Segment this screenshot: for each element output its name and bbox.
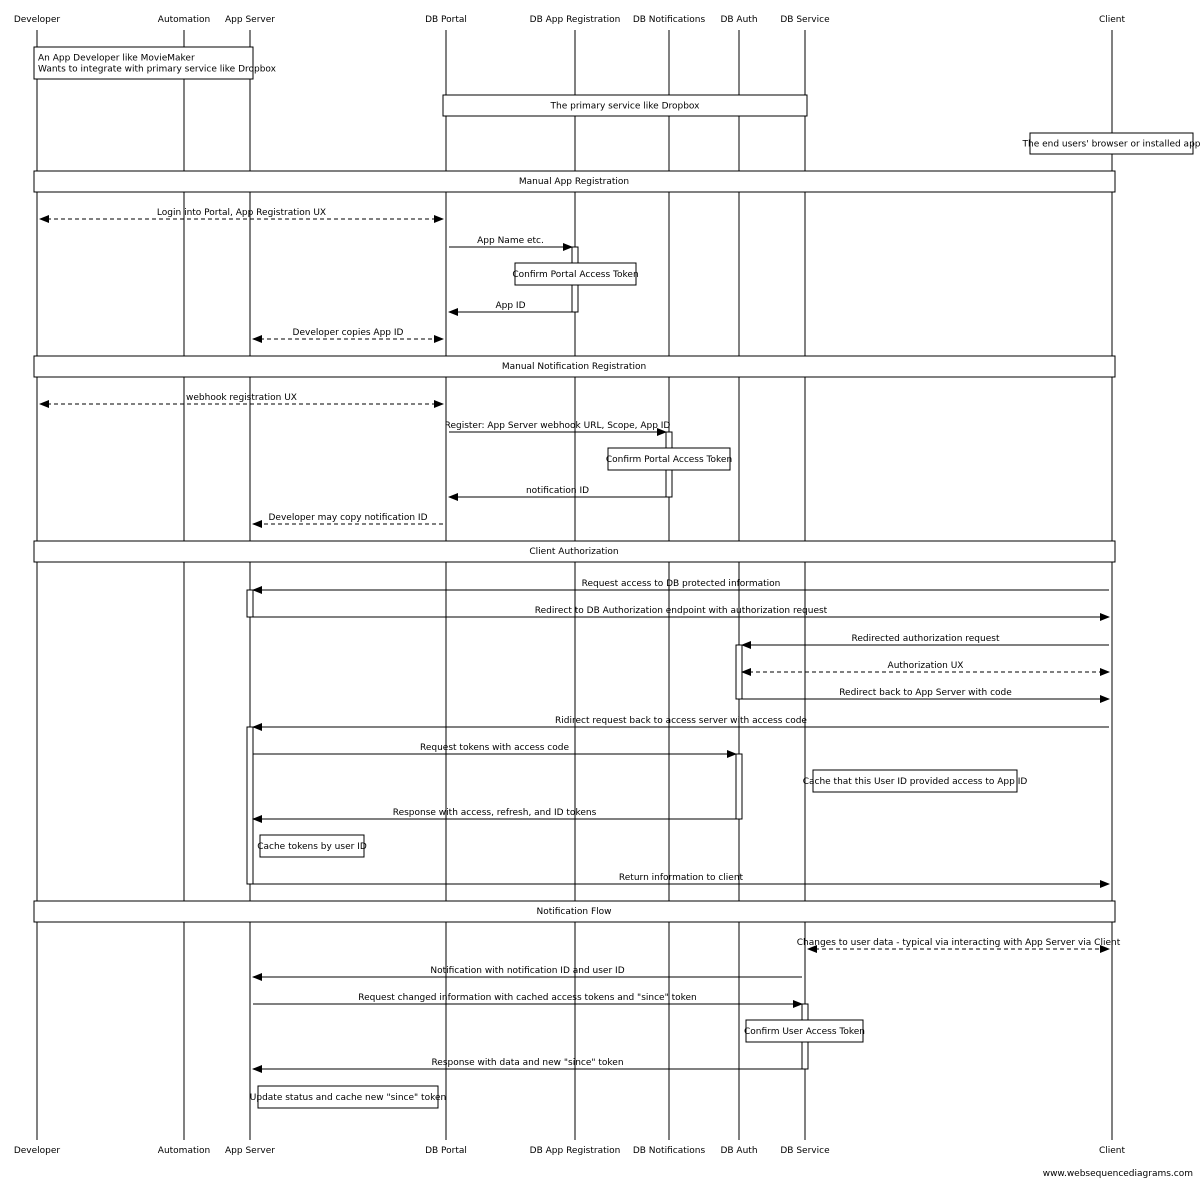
message-label: App Name etc. <box>477 236 544 246</box>
message-label: Request changed information with cached access tokens and "since" token <box>358 993 697 1003</box>
participant-bottom-appserver: App Server <box>225 1146 275 1156</box>
note-text-n-cache-user: Cache that this User ID provided access to App ID <box>802 777 1028 787</box>
participant-top-notif: DB Notifications <box>632 15 706 25</box>
participant-bottom-service: DB Service <box>780 1146 830 1156</box>
message-label: notification ID <box>525 486 590 496</box>
participant-top-appreg: DB App Registration <box>529 15 621 25</box>
section-label-s-manual-notif: Manual Notification Registration <box>501 362 647 372</box>
participant-top-portal: DB Portal <box>425 15 467 25</box>
activation-bar <box>247 727 253 884</box>
message-label: Redirect back to App Server with code <box>839 688 1012 698</box>
participant-bottom-developer: Developer <box>13 1146 61 1156</box>
note-text-n-update-status: Update status and cache new "since" token <box>249 1093 447 1103</box>
participant-bottom-client: Client <box>1098 1146 1126 1156</box>
activation-bar <box>247 590 253 617</box>
section-label-s-client-auth: Client Authorization <box>529 547 619 557</box>
message-label: Notification with notification ID and user ID <box>430 966 625 976</box>
message-label: Redirect to DB Authorization endpoint with authorization request <box>534 606 828 616</box>
participant-bottom-auth: DB Auth <box>720 1146 758 1156</box>
message-label: Developer copies App ID <box>292 328 404 338</box>
note-text-n-cache-tokens: Cache tokens by user ID <box>257 842 367 852</box>
participant-top-auth: DB Auth <box>720 15 758 25</box>
note-text-n-confirm-portal-1: Confirm Portal Access Token <box>512 270 639 280</box>
footer-credit: www.websequencediagrams.com <box>1042 1169 1193 1179</box>
message-label: Register: App Server webhook URL, Scope, App ID <box>444 421 671 431</box>
message-label: Request access to DB protected information <box>581 579 781 589</box>
activation-bar <box>736 645 742 699</box>
note-text-n-developer: Wants to integrate with primary service like Dropbox <box>38 64 276 75</box>
message-label: Redirected authorization request <box>851 634 1000 644</box>
message-label: Changes to user data - typical via interacting with App Server via Client <box>796 938 1121 948</box>
message-label: Response with access, refresh, and ID tokens <box>392 808 597 818</box>
participant-bottom-automation: Automation <box>157 1146 211 1156</box>
participant-bottom-appreg: DB App Registration <box>529 1146 621 1156</box>
message-label: Login into Portal, App Registration UX <box>156 208 327 218</box>
participant-top-client: Client <box>1098 15 1126 25</box>
message-label: Developer may copy notification ID <box>268 513 428 523</box>
message-label: Request tokens with access code <box>420 743 569 753</box>
message-label: Ridirect request back to access server with access code <box>555 716 807 726</box>
message-label: Response with data and new "since" token <box>431 1058 624 1068</box>
message-label: App ID <box>495 301 526 311</box>
participant-top-developer: Developer <box>13 15 61 25</box>
activation-bar <box>736 754 742 819</box>
note-text-n-confirm-portal-2: Confirm Portal Access Token <box>605 455 733 465</box>
note-text-n-developer: An App Developer like MovieMaker <box>38 53 195 64</box>
message-label: Return information to client <box>618 873 744 883</box>
note-text-n-confirm-user: Confirm User Access Token <box>744 1027 865 1037</box>
participant-top-automation: Automation <box>157 15 211 25</box>
note-text-n-primary: The primary service like Dropbox <box>550 101 700 112</box>
section-label-s-notif-flow: Notification Flow <box>536 907 612 917</box>
participant-bottom-notif: DB Notifications <box>632 1146 706 1156</box>
message-label: Authorization UX <box>887 661 964 671</box>
participant-top-service: DB Service <box>780 15 830 25</box>
participant-top-appserver: App Server <box>225 15 275 25</box>
section-label-s-manual-app: Manual App Registration <box>518 177 630 187</box>
message-label: webhook registration UX <box>186 393 297 403</box>
participant-bottom-portal: DB Portal <box>425 1146 467 1156</box>
note-text-n-client: The end users' browser or installed app <box>1022 139 1200 150</box>
